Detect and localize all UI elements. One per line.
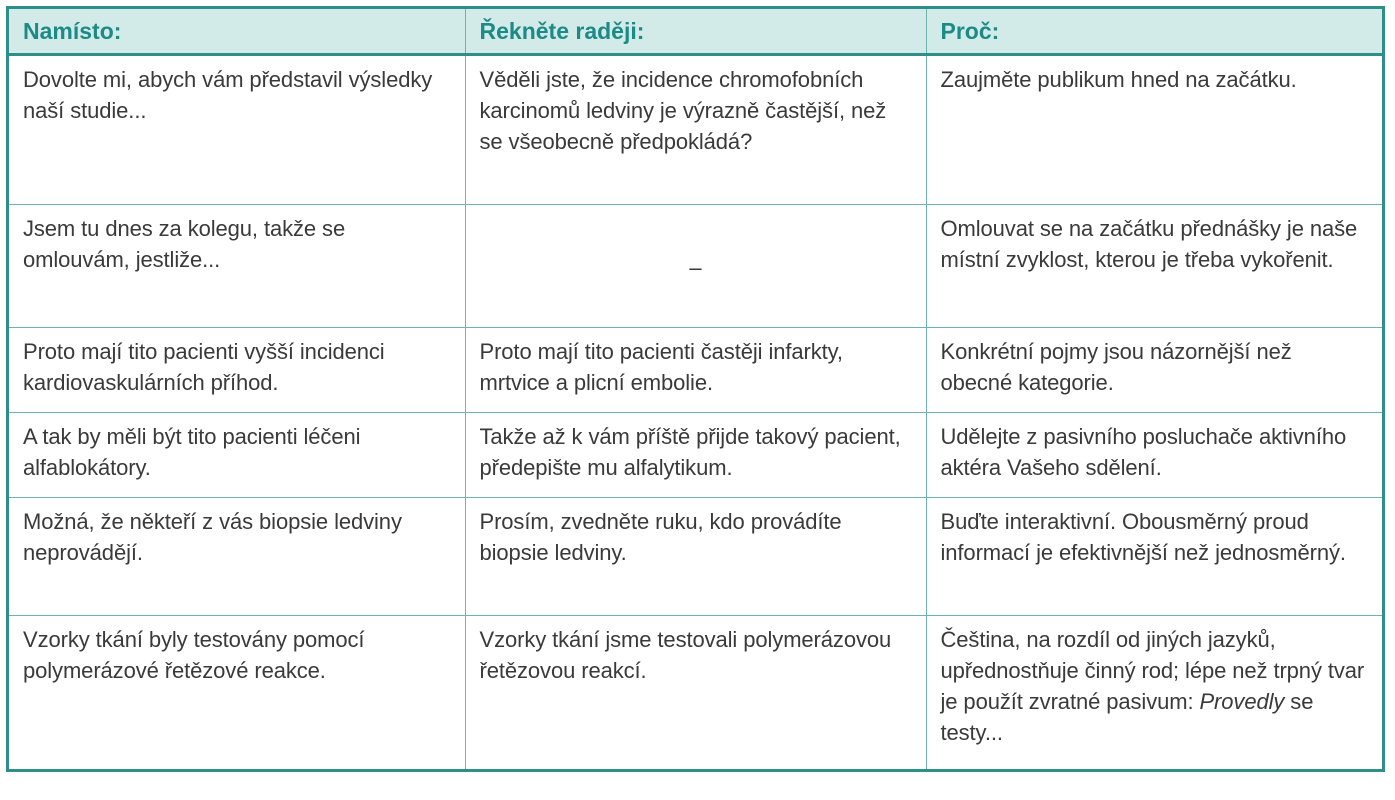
cell-say: Proto mají tito pacienti častěji infarkty, mrtvice a plicní embolie. [465, 328, 926, 413]
cell-why: Konkrétní pojmy jsou názornější než obecné kategorie. [926, 328, 1382, 413]
table-row [9, 55, 1382, 205]
cell-instead: Proto mají tito pacienti vyšší incidenci kardiovaskulárních příhod. [9, 328, 465, 413]
cell-why-tail: se testy... [940, 689, 1314, 745]
cell-say: Věděli jste, že incidence chromofobních karcinomů ledviny je výrazně častější, než se všeobecně předpokládá? [465, 55, 926, 205]
table-row [9, 205, 1382, 328]
table-row [9, 498, 1382, 616]
header-say-instead: Řekněte raději: [465, 9, 926, 55]
cell-why [926, 616, 1382, 770]
cell-why: Omlouvat se na začátku přednášky je naše místní zvyklost, kterou je třeba vykořenit. [926, 205, 1382, 328]
cell-why: Udělejte z pasivního posluchače aktivního aktéra Vašeho sdělení. [926, 413, 1382, 498]
table-row [9, 413, 1382, 498]
comparison-table-frame [6, 6, 1385, 772]
cell-why: Zaujměte publikum hned na začátku. [926, 55, 1382, 205]
table-row [9, 328, 1382, 413]
cell-say: – [465, 205, 926, 328]
header-why: Proč: [926, 9, 1382, 55]
cell-instead: Jsem tu dnes za kolegu, takže se omlouvám, jestliže... [9, 205, 465, 328]
cell-instead: Dovolte mi, abych vám představil výsledky naší studie... [9, 55, 465, 205]
cell-why: Buďte interaktivní. Obousměrný proud informací je efektivnější než jednosměrný. [926, 498, 1382, 616]
cell-instead: Možná, že někteří z vás biopsie ledviny neprovádějí. [9, 498, 465, 616]
cell-say: Prosím, zvedněte ruku, kdo provádíte biopsie ledviny. [465, 498, 926, 616]
cell-why-italic: Provedly [1199, 689, 1285, 714]
table-header-row [9, 9, 1382, 55]
cell-instead: A tak by měli být tito pacienti léčeni alfablokátory. [9, 413, 465, 498]
header-instead: Namísto: [9, 9, 465, 55]
table-row [9, 616, 1382, 770]
comparison-table [9, 9, 1382, 769]
cell-instead: Vzorky tkání byly testovány pomocí polymerázové řetězové reakce. [9, 616, 465, 770]
cell-why-text: Čeština, na rozdíl od jiných jazyků, upřednostňuje činný rod; lépe než trpný tvar je použít zvratné pasivum: [940, 627, 1365, 714]
cell-say: Vzorky tkání jsme testovali polymerázovou řetězovou reakcí. [465, 616, 926, 770]
cell-say: Takže až k vám příště přijde takový pacient, předepište mu alfalytikum. [465, 413, 926, 498]
